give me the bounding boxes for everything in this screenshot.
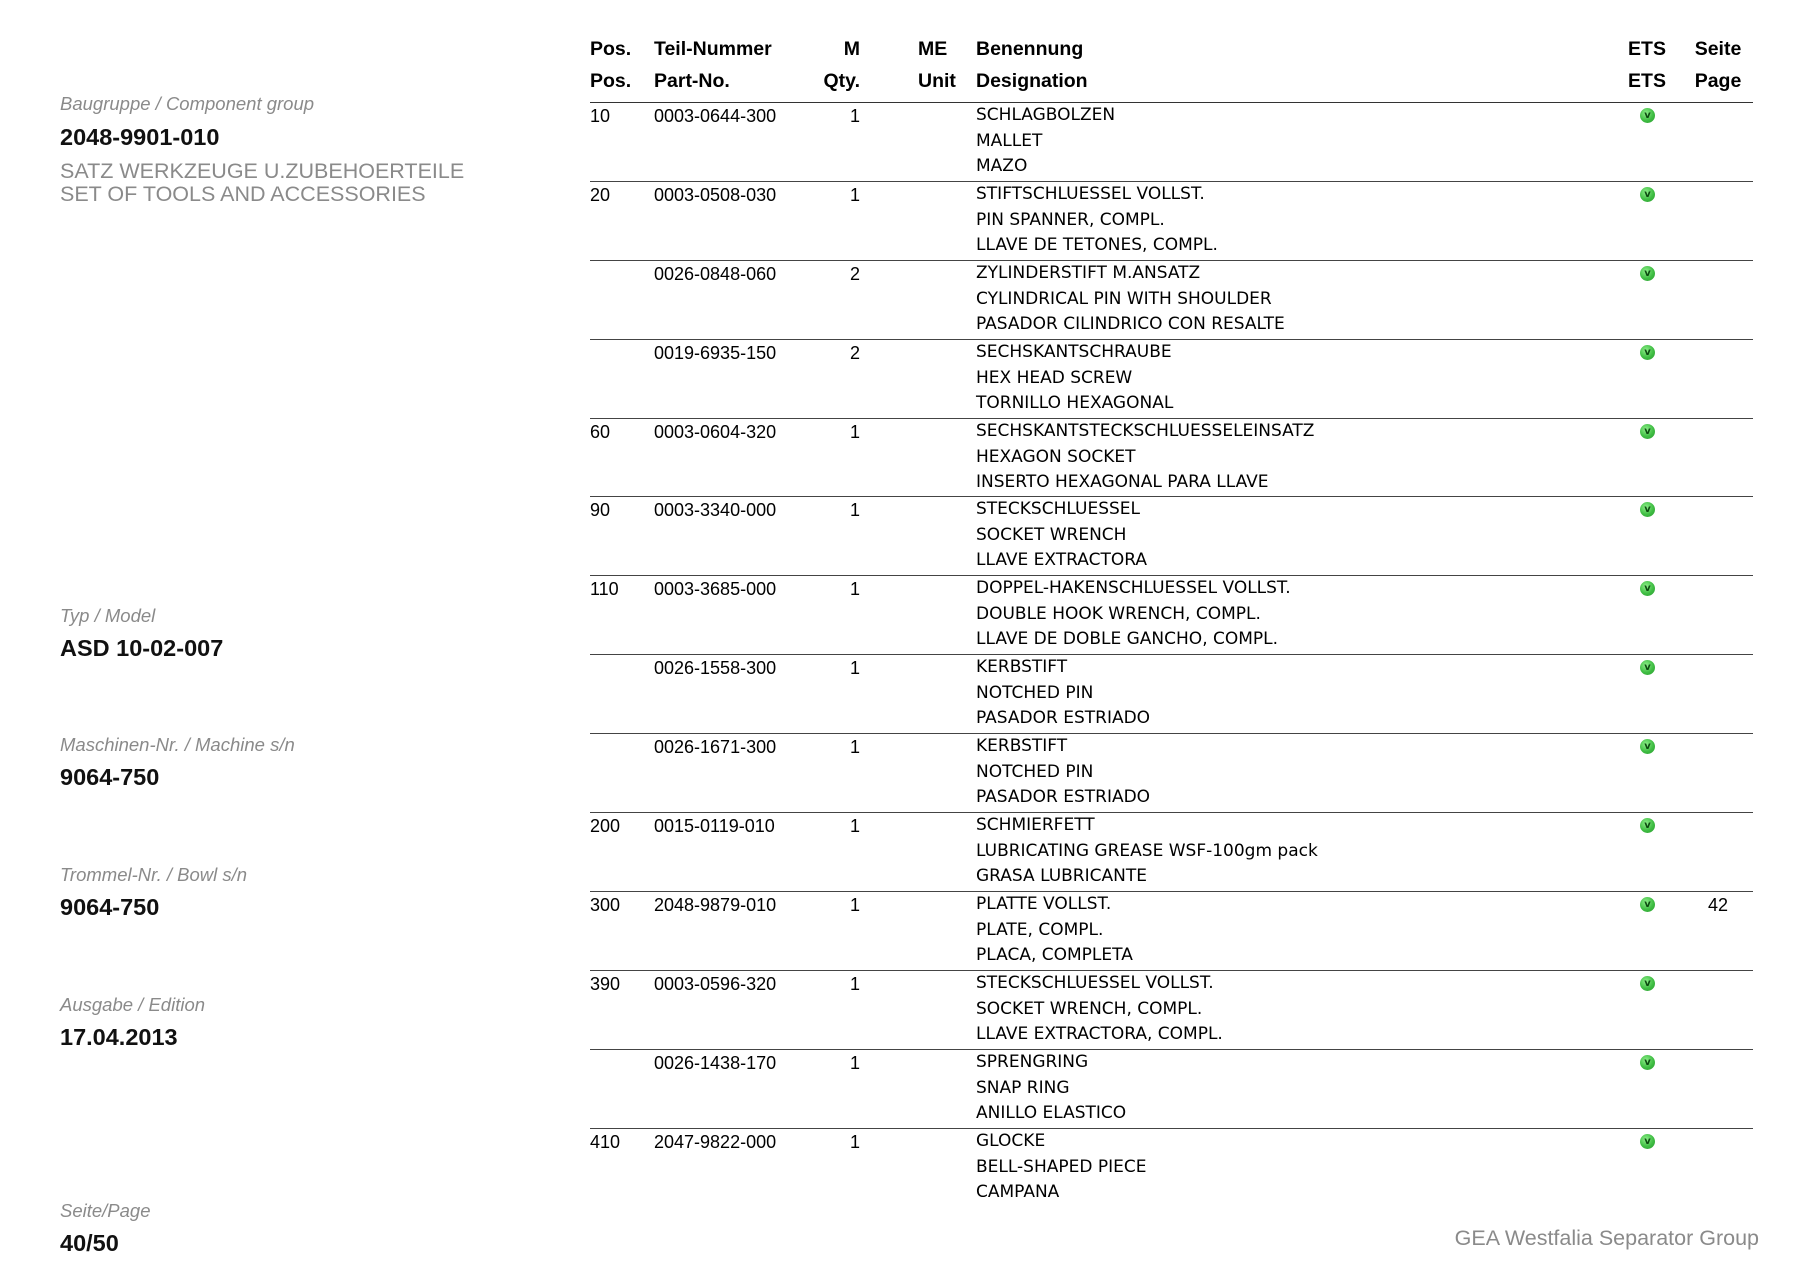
row-pos: 60 (590, 421, 611, 442)
table-header (590, 34, 1753, 103)
header-row-german (590, 34, 1753, 66)
row-part-number: 0026-1438-170 (654, 1052, 777, 1073)
ets-check-icon: v (1640, 266, 1655, 281)
row-designation-es: LLAVE EXTRACTORA, COMPL. (976, 1023, 1223, 1044)
header-qty-en: Qty. (823, 70, 860, 92)
row-pos: 10 (590, 106, 611, 126)
row-qty: 1 (849, 973, 860, 994)
header-part-de: Teil-Nummer (654, 38, 772, 60)
ets-check-icon: v (1640, 818, 1655, 833)
row-qty: 1 (849, 1052, 860, 1073)
row-qty: 1 (849, 421, 860, 442)
page-number-value: 40/50 (60, 1230, 119, 1256)
ets-check-icon: v (1640, 1134, 1655, 1149)
row-qty: 1 (849, 184, 860, 205)
row-pos: 20 (590, 184, 611, 205)
row-designation-es: CAMPANA (976, 1181, 1060, 1202)
header-ets-de: ETS (1628, 38, 1666, 60)
row-part-number: 0026-1558-300 (654, 658, 777, 679)
row-pos: 90 (590, 500, 611, 521)
model-value: ASD 10-02-007 (60, 635, 224, 661)
row-designation-de: SPRENGRING (976, 1051, 1089, 1072)
component-group-name-de: SATZ WERKZEUGE U.ZUBEHOERTEILE (60, 159, 465, 183)
row-part-number: 0003-0596-320 (654, 973, 777, 994)
row-qty: 1 (849, 500, 860, 521)
row-qty: 2 (849, 342, 860, 363)
table-row (590, 734, 1753, 813)
row-designation-en: HEX HEAD SCREW (976, 367, 1133, 388)
header-page-en: Page (1694, 70, 1742, 92)
row-part-number: 0003-0644-300 (654, 106, 777, 126)
component-group-number: 2048-9901-010 (60, 124, 220, 150)
row-qty: 1 (849, 894, 860, 915)
row-designation-de: GLOCKE (976, 1130, 1046, 1151)
table-body (590, 103, 1753, 1206)
table-row (590, 971, 1753, 1050)
row-qty: 1 (849, 658, 860, 679)
row-designation-en: CYLINDRICAL PIN WITH SHOULDER (976, 288, 1272, 309)
row-designation-en: PIN SPANNER, COMPL. (976, 209, 1165, 230)
edition-label: Ausgabe / Edition (60, 994, 206, 1015)
row-part-number: 0003-3685-000 (654, 579, 777, 600)
header-pos-de: Pos. (590, 38, 632, 60)
brand-footer: GEA Westfalia Separator Group (1454, 1226, 1759, 1250)
table-row (590, 1050, 1753, 1129)
ets-check-icon: v (1640, 897, 1655, 912)
row-page-ref[interactable]: 42 (1707, 894, 1729, 915)
row-designation-en: SOCKET WRENCH, COMPL. (976, 998, 1203, 1019)
row-designation-de: STECKSCHLUESSEL (976, 499, 1140, 520)
row-designation-en: SNAP RING (976, 1077, 1070, 1098)
table-row (590, 261, 1753, 340)
header-pos-en: Pos. (590, 70, 632, 92)
row-designation-de: STECKSCHLUESSEL VOLLST. (976, 972, 1214, 993)
header-ets-en: ETS (1628, 70, 1666, 92)
row-pos: 410 (590, 1131, 621, 1152)
header-unit-en: Unit (918, 70, 956, 92)
machine-sn-label: Maschinen-Nr. / Machine s/n (60, 734, 295, 755)
row-designation-es: PLACA, COMPLETA (976, 944, 1133, 965)
row-qty: 1 (849, 1131, 860, 1152)
bowl-sn-label: Trommel-Nr. / Bowl s/n (60, 864, 248, 885)
ets-check-icon: v (1640, 108, 1655, 123)
row-part-number: 0026-1671-300 (654, 737, 777, 758)
row-designation-en: LUBRICATING GREASE WSF-100gm pack (976, 841, 1318, 862)
row-designation-en: DOUBLE HOOK WRENCH, COMPL. (976, 604, 1261, 625)
header-designation-en: Designation (976, 70, 1088, 92)
row-designation-de: PLATTE VOLLST. (976, 893, 1112, 914)
row-designation-de: DOPPEL-HAKENSCHLUESSEL VOLLST. (976, 578, 1291, 599)
model-label: Typ / Model (60, 605, 156, 626)
row-part-number: 0026-0848-060 (654, 263, 777, 284)
row-designation-es: PASADOR ESTRIADO (976, 708, 1151, 729)
row-designation-de: KERBSTIFT (976, 736, 1068, 757)
row-pos: 110 (590, 579, 619, 600)
row-part-number: 0019-6935-150 (654, 342, 777, 363)
row-designation-en: PLATE, COMPL. (976, 919, 1104, 940)
table-row (590, 813, 1753, 892)
ets-check-icon: v (1640, 739, 1655, 754)
row-part-number: 0015-0119-010 (654, 816, 775, 837)
machine-sn-value: 9064-750 (60, 764, 160, 790)
row-part-number: 0003-3340-000 (654, 500, 777, 521)
table-row (590, 103, 1753, 182)
row-designation-en: NOTCHED PIN (976, 762, 1094, 783)
table-row (590, 340, 1753, 419)
component-group-label: Baugruppe / Component group (60, 93, 315, 114)
ets-check-icon: v (1640, 976, 1655, 991)
info-panel (60, 0, 520, 1283)
row-designation-de: STIFTSCHLUESSEL VOLLST. (976, 183, 1205, 204)
row-part-number: 2047-9822-000 (654, 1131, 777, 1152)
component-group-name-en: SET OF TOOLS AND ACCESSORIES (60, 182, 426, 206)
row-part-number: 0003-0508-030 (654, 184, 777, 205)
row-qty: 1 (849, 737, 860, 758)
ets-check-icon: v (1640, 660, 1655, 675)
row-part-number: 2048-9879-010 (654, 894, 777, 915)
row-designation-es: PASADOR CILINDRICO CON RESALTE (976, 313, 1285, 334)
ets-check-icon: v (1640, 581, 1655, 596)
row-designation-es: TORNILLO HEXAGONAL (976, 392, 1174, 413)
table-row (590, 655, 1753, 734)
row-pos: 200 (590, 816, 621, 837)
row-designation-en: HEXAGON SOCKET (976, 446, 1136, 467)
row-designation-es: GRASA LUBRICANTE (976, 866, 1147, 887)
row-designation-es: INSERTO HEXAGONAL PARA LLAVE (976, 471, 1269, 492)
row-pos: 390 (590, 973, 621, 994)
page-number-label: Seite/Page (60, 1200, 151, 1221)
row-qty: 1 (849, 106, 860, 126)
table-row (590, 497, 1753, 576)
row-designation-en: NOTCHED PIN (976, 683, 1094, 704)
row-qty: 2 (849, 263, 860, 284)
row-designation-de: SCHLAGBOLZEN (976, 105, 1116, 125)
table-row (590, 892, 1753, 971)
row-designation-de: SECHSKANTSCHRAUBE (976, 341, 1172, 362)
ets-check-icon: v (1640, 1055, 1655, 1070)
row-designation-en: BELL-SHAPED PIECE (976, 1156, 1147, 1177)
row-qty: 1 (849, 816, 860, 837)
ets-check-icon: v (1640, 187, 1655, 202)
row-designation-de: SECHSKANTSTECKSCHLUESSELEINSATZ (976, 420, 1315, 441)
ets-check-icon: v (1640, 502, 1655, 517)
header-part-en: Part-No. (654, 70, 730, 92)
row-designation-es: LLAVE DE TETONES, COMPL. (976, 234, 1218, 255)
header-row-english (590, 66, 1753, 98)
row-designation-es: MAZO (976, 156, 1028, 176)
row-designation-es: LLAVE EXTRACTORA (976, 550, 1147, 571)
table-row (590, 419, 1753, 498)
row-designation-de: KERBSTIFT (976, 657, 1068, 678)
table-row (590, 576, 1753, 655)
table-row (590, 182, 1753, 261)
row-designation-de: ZYLINDERSTIFT M.ANSATZ (976, 262, 1201, 283)
row-qty: 1 (849, 579, 860, 600)
row-designation-de: SCHMIERFETT (976, 815, 1095, 836)
row-designation-es: ANILLO ELASTICO (976, 1102, 1127, 1123)
ets-check-icon: v (1640, 424, 1655, 439)
table-row (590, 1129, 1753, 1207)
bowl-sn-value: 9064-750 (60, 894, 160, 920)
edition-value: 17.04.2013 (60, 1024, 178, 1050)
header-designation-de: Benennung (976, 38, 1084, 60)
header-qty-de: M (843, 38, 860, 60)
row-designation-es: LLAVE DE DOBLE GANCHO, COMPL. (976, 629, 1279, 650)
ets-check-icon: v (1640, 345, 1655, 360)
row-designation-es: PASADOR ESTRIADO (976, 787, 1151, 808)
header-unit-de: ME (918, 38, 948, 60)
row-designation-en: SOCKET WRENCH (976, 525, 1127, 546)
row-part-number: 0003-0604-320 (654, 421, 777, 442)
parts-table (590, 34, 1753, 1206)
header-page-de: Seite (1694, 38, 1742, 60)
row-designation-en: MALLET (976, 131, 1043, 151)
row-pos: 300 (590, 894, 621, 915)
